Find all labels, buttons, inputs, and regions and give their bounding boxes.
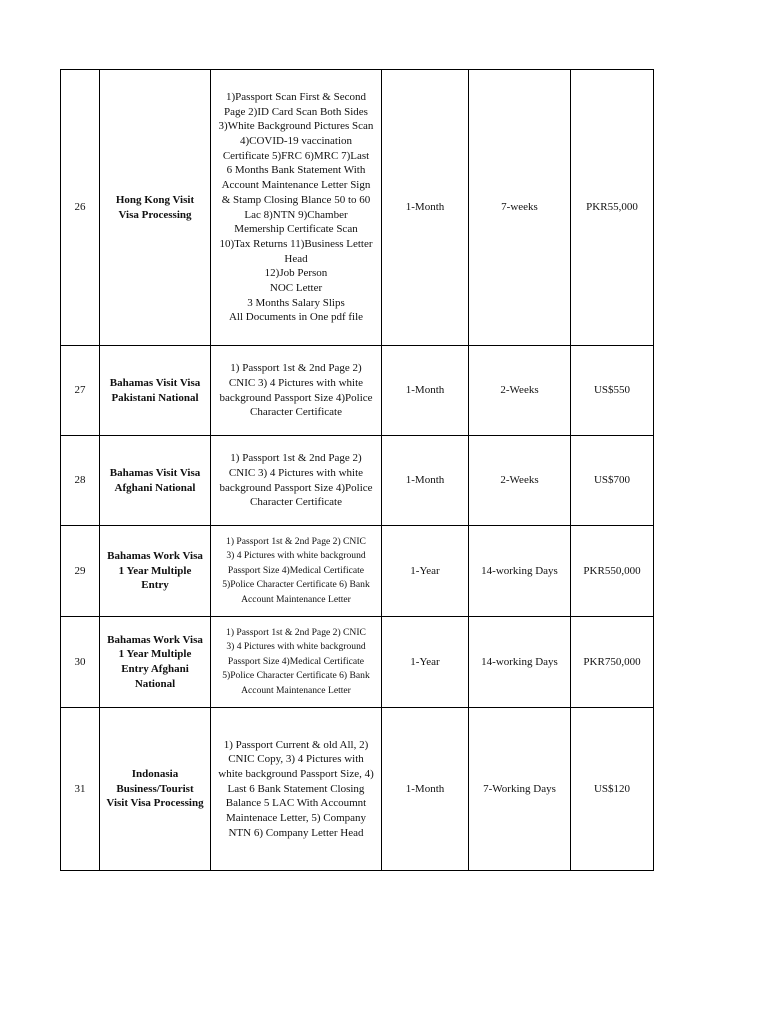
- visa-name-cell: [100, 436, 211, 526]
- required-documents-cell: [211, 70, 382, 346]
- document-line: 1) Passport Current & old All, 2): [223, 738, 369, 751]
- document-line: 3) 4 Pictures with white background: [226, 550, 366, 562]
- required-documents-cell: [211, 526, 382, 617]
- document-line: Maintenace Letter, 5) Company: [225, 812, 367, 825]
- visa-name-line: Entry Afghani: [121, 663, 189, 675]
- document-line: Page 2)ID Card Scan Both Sides: [224, 105, 368, 118]
- document-line: 1) Passport 1st & 2nd Page 2) CNIC: [226, 535, 366, 547]
- serial-number-cell: 31: [61, 708, 100, 871]
- document-line: 12)Job Person: [264, 267, 328, 280]
- visa-name-cell: [100, 346, 211, 436]
- serial-number-cell: 29: [61, 526, 100, 617]
- serial-number-cell: 27: [61, 346, 100, 436]
- processing-time-cell: 7-weeks: [469, 70, 571, 346]
- document-line: 4)COVID-19 vaccination: [239, 134, 353, 147]
- validity-cell: 1-Month: [382, 436, 469, 526]
- visa-name-line: 1 Year Multiple: [118, 564, 192, 577]
- table-row: [61, 526, 654, 617]
- document-line: 5)Police Character Certificate 6) Bank: [222, 579, 370, 591]
- visa-name-line: Pakistani National: [111, 391, 199, 404]
- visa-name-line: Bahamas Work Visa: [107, 633, 203, 646]
- document-line: background Passport Size 4)Police: [219, 481, 373, 494]
- fee-cell: US$700: [571, 436, 654, 526]
- processing-time-cell: 14-working Days: [469, 617, 571, 708]
- document-line: & Stamp Closing Blance 50 to 60: [221, 193, 371, 206]
- document-line: 1) Passport 1st & 2nd Page 2) CNIC: [226, 626, 366, 638]
- table-row: [61, 617, 654, 708]
- validity-cell: 1-Year: [382, 526, 469, 617]
- validity-cell: 1-Month: [382, 346, 469, 436]
- required-documents-cell: [211, 617, 382, 708]
- document-line: 5)Police Character Certificate 6) Bank: [222, 670, 370, 682]
- document-line: Certificate 5)FRC 6)MRC 7)Last: [222, 149, 370, 162]
- required-documents-cell: [211, 346, 382, 436]
- fee-cell: PKR550,000: [571, 526, 654, 617]
- visa-name-line: Bahamas Work Visa: [107, 549, 203, 562]
- visa-name-line: Visa Processing: [118, 208, 192, 221]
- visa-name-cell: [100, 70, 211, 346]
- document-line: NOC Letter: [269, 282, 323, 295]
- document-line: 3) 4 Pictures with white background: [226, 641, 366, 653]
- visa-name-line: Visit Visa Processing: [106, 797, 204, 810]
- visa-name-cell: [100, 526, 211, 617]
- processing-time-cell: 2-Weeks: [469, 436, 571, 526]
- table-row: [61, 70, 654, 346]
- document-line: 3 Months Salary Slips: [247, 296, 345, 309]
- visa-services-table: [60, 69, 654, 871]
- validity-cell: 1-Year: [382, 617, 469, 708]
- visa-name-line: Hong Kong Visit: [115, 193, 195, 206]
- serial-number-cell: 28: [61, 436, 100, 526]
- document-line: Head: [284, 252, 308, 265]
- visa-name-line: Bahamas Visit Visa: [109, 466, 201, 479]
- document-line: 10)Tax Returns 11)Business Letter: [219, 237, 373, 250]
- fee-cell: US$550: [571, 346, 654, 436]
- visa-name-cell: [100, 617, 211, 708]
- document-line: 1) Passport 1st & 2nd Page 2): [230, 362, 362, 375]
- table-row: [61, 346, 654, 436]
- document-line: All Documents in One pdf file: [228, 311, 364, 324]
- serial-number-cell: 26: [61, 70, 100, 346]
- processing-time-cell: 7-Working Days: [469, 708, 571, 871]
- document-line: 1) Passport 1st & 2nd Page 2): [230, 452, 362, 465]
- document-line: 1)Passport Scan First & Second: [226, 90, 366, 103]
- document-line: Passport Size 4)Medical Certificate: [227, 564, 365, 576]
- table-row: [61, 708, 654, 871]
- document-line: CNIC 3) 4 Pictures with white: [228, 376, 364, 389]
- document-line: 3)White Background Pictures Scan: [218, 120, 374, 133]
- required-documents-cell: [211, 708, 382, 871]
- document-line: background Passport Size 4)Police: [219, 391, 373, 404]
- visa-name-line: 1 Year Multiple: [118, 648, 192, 661]
- fee-cell: US$120: [571, 708, 654, 871]
- document-line: Last 6 Bank Statement Closing: [227, 782, 365, 795]
- fee-cell: PKR750,000: [571, 617, 654, 708]
- document-line: Lac 8)NTN 9)Chamber: [244, 208, 348, 221]
- document-line: Passport Size 4)Medical Certificate: [227, 655, 365, 667]
- visa-name-line: Business/Tourist: [116, 782, 194, 795]
- visa-name-line: Bahamas Visit Visa: [109, 376, 201, 389]
- visa-name-line: Afghani National: [114, 481, 196, 494]
- table-row: [61, 436, 654, 526]
- document-line: 6 Months Bank Statement With: [226, 164, 366, 177]
- processing-time-cell: 14-working Days: [469, 526, 571, 617]
- document-line: Account Maintenance Letter: [241, 684, 351, 696]
- document-line: Memership Certificate Scan: [234, 223, 358, 236]
- document-line: Character Certificate: [250, 406, 342, 419]
- visa-name-cell: [100, 708, 211, 871]
- document-line: Character Certificate: [250, 496, 342, 509]
- document-line: Balance 5 LAC With Accoumnt: [225, 797, 367, 810]
- visa-name-line: Entry: [141, 579, 169, 592]
- document-line: NTN 6) Company Letter Head: [228, 826, 364, 839]
- document-line: CNIC 3) 4 Pictures with white: [228, 466, 364, 479]
- validity-cell: 1-Month: [382, 708, 469, 871]
- validity-cell: 1-Month: [382, 70, 469, 346]
- document-line: Account Maintenance Letter Sign: [221, 179, 371, 192]
- visa-name-line: National: [134, 677, 176, 690]
- serial-number-cell: 30: [61, 617, 100, 708]
- document-line: white background Passport Size, 4): [218, 767, 374, 780]
- document-line: CNIC Copy, 3) 4 Pictures with: [228, 753, 364, 766]
- fee-cell: PKR55,000: [571, 70, 654, 346]
- required-documents-cell: [211, 436, 382, 526]
- visa-name-line: Indonasia: [131, 767, 179, 780]
- document-line: Account Maintenance Letter: [241, 593, 351, 605]
- processing-time-cell: 2-Weeks: [469, 346, 571, 436]
